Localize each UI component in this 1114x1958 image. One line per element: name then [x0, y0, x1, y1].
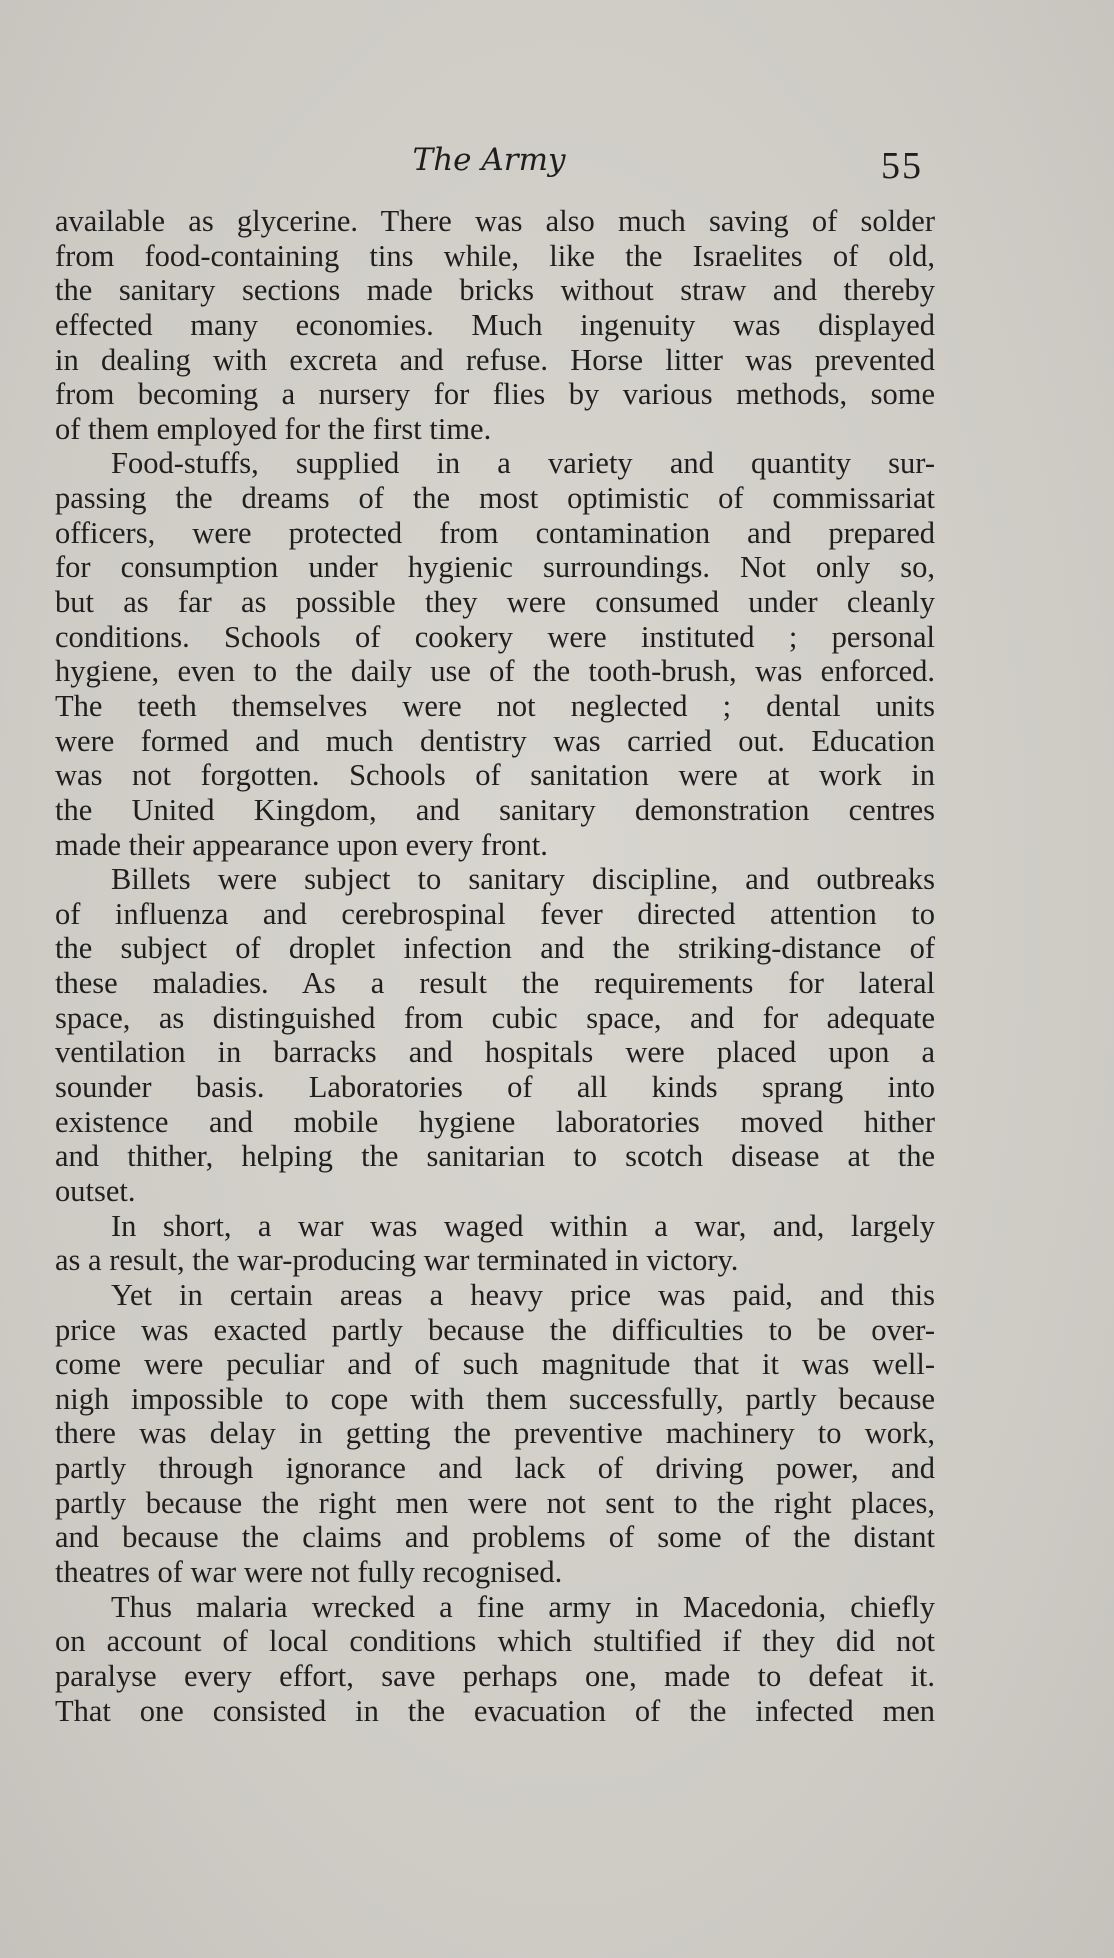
- text-line: available as glycerine. There was also much saving of solder: [55, 204, 935, 238]
- text-line: The teeth themselves were not neglected ; dental units: [55, 688, 935, 723]
- text-line: and thither, helping the sanitarian to scotch disease at the: [55, 1139, 935, 1174]
- text-line: hygiene, even to the daily use of the tooth-brush, was enforced.: [55, 654, 935, 689]
- text-line: Thus malaria wrecked a fine army in Macedonia, chiefly: [111, 1589, 935, 1624]
- text-line: of them employed for the first time.: [55, 411, 492, 446]
- running-title: The Army: [412, 142, 566, 178]
- text-line: partly through ignorance and lack of driving power, and: [55, 1451, 935, 1486]
- text-line: existence and mobile hygiene laboratories moved hither: [55, 1104, 935, 1139]
- text-line: from becoming a nursery for flies by various methods, some: [55, 377, 935, 412]
- text-line: these maladies. As a result the requirements for lateral: [55, 966, 935, 1001]
- text-line: In short, a war was waged within a war, and, largely: [111, 1208, 935, 1243]
- text-line: outset.: [55, 1173, 136, 1208]
- text-line: nigh impossible to cope with them successfully, partly because: [55, 1381, 935, 1416]
- text-line: conditions. Schools of cookery were instituted ; personal: [55, 619, 935, 654]
- text-line: Yet in certain areas a heavy price was paid, and this: [111, 1277, 935, 1312]
- text-line: passing the dreams of the most optimistic of commissariat: [55, 481, 935, 516]
- text-line: the United Kingdom, and sanitary demonstration centres: [55, 792, 935, 827]
- page-number: 55: [881, 145, 923, 187]
- text-line: ventilation in barracks and hospitals were placed upon a: [55, 1035, 935, 1070]
- text-line: theatres of war were not fully recognised.: [55, 1554, 563, 1589]
- text-line: and because the claims and problems of some of the distant: [55, 1520, 935, 1555]
- text-line: there was delay in getting the preventive machinery to work,: [55, 1416, 935, 1451]
- text-line: made their appearance upon every front.: [55, 827, 548, 862]
- text-line: sounder basis. Laboratories of all kinds sprang into: [55, 1070, 935, 1105]
- text-line: from food-containing tins while, like the Israelites of old,: [55, 238, 935, 273]
- text-line: price was exacted partly because the difficulties to be over-: [55, 1312, 935, 1347]
- page-header: [55, 136, 923, 186]
- text-line: were formed and much dentistry was carried out. Education: [55, 723, 935, 758]
- text-line: effected many economies. Much ingenuity was displayed: [55, 307, 935, 342]
- text-line: the subject of droplet infection and the striking-distance of: [55, 931, 935, 966]
- text-line: officers, were protected from contamination and prepared: [55, 515, 935, 550]
- text-line: Food-stuffs, supplied in a variety and quantity sur-: [111, 446, 935, 481]
- body-text: [55, 204, 935, 1728]
- text-line: Billets were subject to sanitary discipline, and outbreaks: [111, 862, 935, 897]
- text-line: paralyse every effort, save perhaps one, made to defeat it.: [55, 1658, 935, 1693]
- text-line: in dealing with excreta and refuse. Horse litter was prevented: [55, 342, 935, 377]
- text-line: space, as distinguished from cubic space, and for adequate: [55, 1000, 935, 1035]
- text-line: but as far as possible they were consumed under cleanly: [55, 585, 935, 620]
- text-line: That one consisted in the evacuation of the infected men: [55, 1693, 935, 1728]
- text-line: come were peculiar and of such magnitude that it was well-: [55, 1347, 935, 1382]
- text-line: on account of local conditions which stultified if they did not: [55, 1624, 935, 1659]
- text-line: was not forgotten. Schools of sanitation were at work in: [55, 758, 935, 793]
- text-line: for consumption under hygienic surroundings. Not only so,: [55, 550, 935, 585]
- text-line: partly because the right men were not sent to the right places,: [55, 1485, 935, 1520]
- text-line: of influenza and cerebrospinal fever directed attention to: [55, 896, 935, 931]
- text-line: as a result, the war-producing war terminated in victory.: [55, 1243, 739, 1278]
- text-line: the sanitary sections made bricks without straw and thereby: [55, 273, 935, 308]
